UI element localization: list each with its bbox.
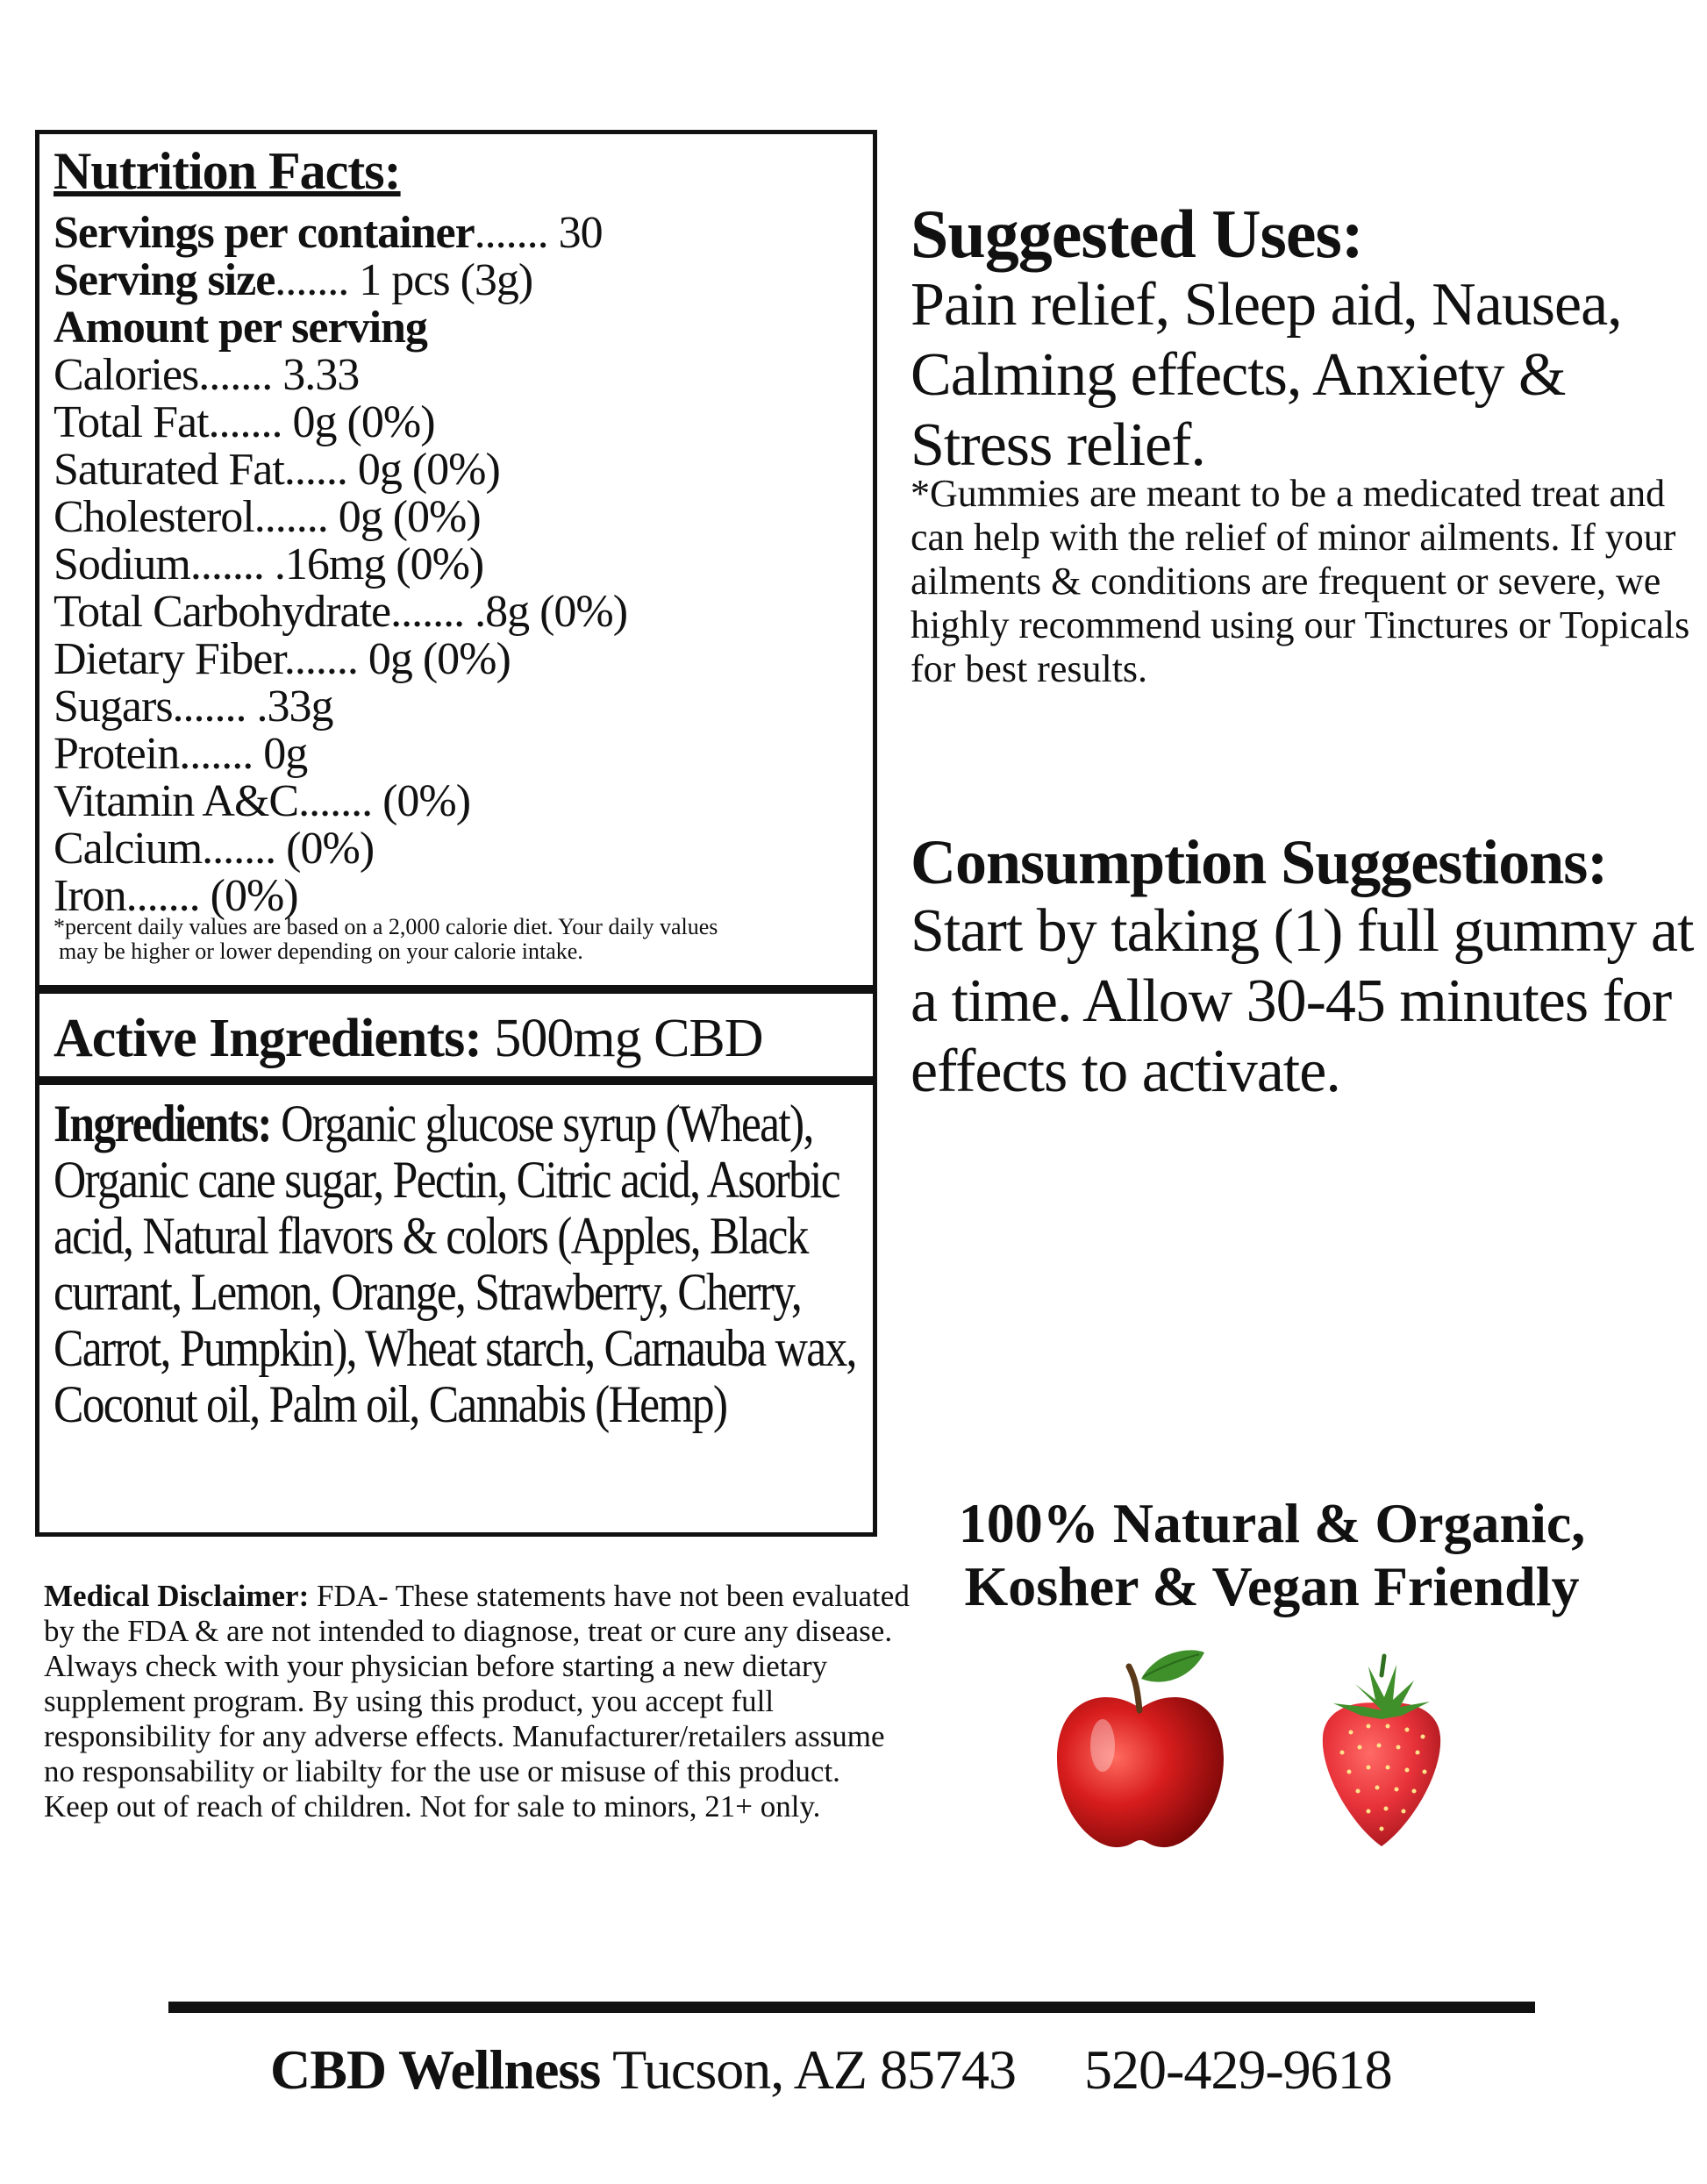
suggested-uses-body: Pain relief, Sleep aid, Nausea, Calming effects, Anxiety & Stress relief. [911, 271, 1622, 479]
active-ingredients-text: Active Ingredients: 500mg CBD [54, 1009, 763, 1068]
nutrition-row-cholesterol: Cholesterol....... 0g (0%) [54, 492, 481, 542]
nutrition-row-total-fat: Total Fat....... 0g (0%) [54, 397, 435, 447]
nutrition-row-dietary-fiber: Dietary Fiber....... 0g (0%) [54, 634, 511, 684]
nutrition-row-total-carbohydrate: Total Carbohydrate....... .8g (0%) [54, 587, 628, 637]
nutrition-row-sodium: Sodium....... .16mg (0%) [54, 539, 484, 589]
apple-icon [1048, 1640, 1232, 1851]
active-ingredients-panel [35, 989, 877, 1081]
nutrition-row-servings: Servings per container....... 30 [54, 208, 603, 258]
nutrition-row-serving-size: Serving size....... 1 pcs (3g) [54, 255, 533, 305]
consumption-heading: Consumption Suggestions: [911, 827, 1608, 897]
disclaimer-body: Medical Disclaimer: FDA- These statements have not been evaluated by the FDA & are not intended to diagnose, treat or cure any disease. Always check with your physician before starting a new dietary supplement program. By using this product, you accept full responsibility for any adverse effects. Manufacturer/retailers assume no responsability or liabilty for the use or misuse of this product. [44, 1579, 910, 1788]
nutrition-footnote: *percent daily values are based on a 2,000 calorie diet. Your daily values may be higher or lower depending on your calorie intake. [54, 914, 718, 964]
medical-disclaimer [44, 1579, 912, 1824]
natural-organic-line: 100% Natural & Organic, [958, 1492, 1586, 1554]
nutrition-row-amount-per-serving: Amount per serving [54, 303, 427, 353]
consumption-body: Start by taking (1) full gummy at a time. Allow 30-45 minutes for effects to activate. [911, 897, 1694, 1105]
footer-phone: 520-429-9618 [1084, 2038, 1392, 2101]
nutrition-facts-title: Nutrition Facts: [54, 142, 401, 200]
nutrition-facts-panel [35, 130, 877, 989]
strawberry-icon [1316, 1649, 1447, 1851]
ingredients-panel [35, 1081, 877, 1537]
footer-business-address: CBD Wellness Tucson, AZ 85743 [270, 2038, 1016, 2101]
footer-divider [168, 2002, 1535, 2013]
nutrition-row-iron: Iron....... (0%) [54, 871, 298, 921]
nutrition-row-vitamin-ac: Vitamin A&C....... (0%) [54, 776, 471, 826]
kosher-vegan-line: Kosher & Vegan Friendly [964, 1555, 1580, 1617]
nutrition-row-saturated-fat: Saturated Fat...... 0g (0%) [54, 445, 500, 495]
nutrition-row-sugars: Sugars....... .33g [54, 682, 333, 732]
nutrition-row-calories: Calories....... 3.33 [54, 350, 360, 400]
suggested-uses-heading: Suggested Uses: [911, 196, 1363, 272]
nutrition-row-calcium: Calcium....... (0%) [54, 824, 375, 874]
nutrition-row-protein: Protein....... 0g [54, 729, 308, 779]
disclaimer-warning: Keep out of reach of children. Not for sale to minors, 21+ only. [44, 1789, 821, 1824]
suggested-uses-note: *Gummies are meant to be a medicated treat and can help with the relief of minor ailments. If your ailments & conditions are frequent or severe, we highly recommend using our Tinctures or Topicals for best results. [911, 472, 1690, 690]
ingredients-text: Ingredients: Organic glucose syrup (Wheat), Organic cane sugar, Pectin, Citric acid, Asorbic acid, Natural flavors & colors (Apples, Black currant, Lemon, Orange, Strawberry, Cherry, Carrot, Pumpkin), Wheat starch, Carnauba wax, Coconut oil, Palm oil, Cannabis (Hemp) [54, 1095, 856, 1433]
